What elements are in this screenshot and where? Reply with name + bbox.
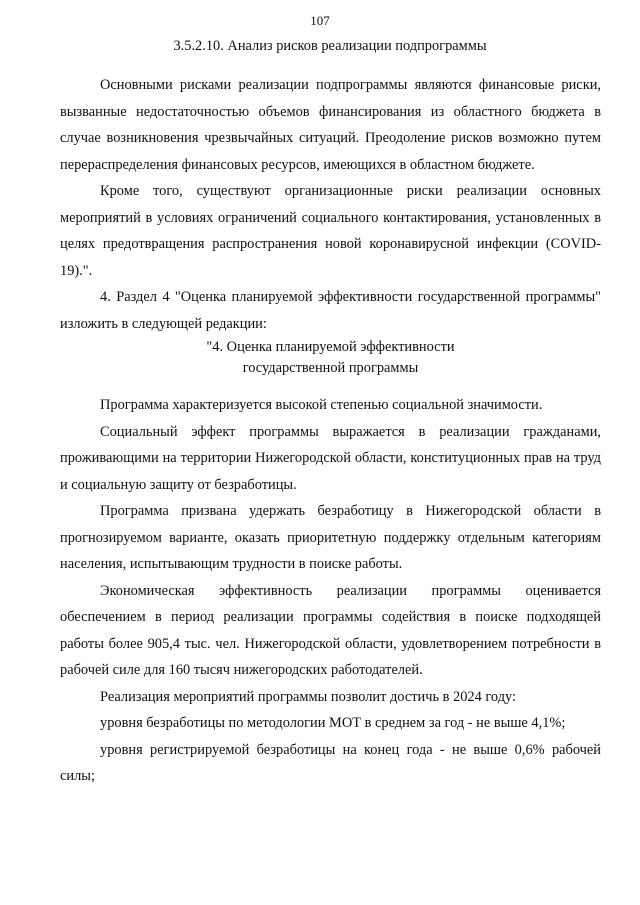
document-body (60, 72, 601, 790)
quoted-section-title-line1: "4. Оценка планируемой эффективности (206, 339, 455, 355)
paragraph: Социальный эффект программы выражается в реализации гражданами, проживающими на территории Нижегородской области, конституционных прав на труд и социальную защиту от безработицы. (60, 423, 601, 493)
paragraph: Экономическая эффективность реализации программы оценивается обеспечением в период реализации программы содействия в поиске подходящей работы более 905,4 тыс. чел. Нижегородской области, удовлетворением потребности в рабочей силе для 160 тысяч нижегородских работодателей. (60, 582, 601, 678)
paragraph: Реализация мероприятий программы позволит достичь в 2024 году: (100, 688, 517, 705)
paragraph: Программа призвана удержать безработицу в Нижегородской области в прогнозируемом варианте, оказать приоритетную поддержку отдельным категориям населения, испытывающим трудности в поиске работы. (60, 503, 601, 572)
quoted-section-title (60, 337, 601, 379)
quoted-section-title-line2: государственной программы (242, 360, 419, 376)
paragraph: Кроме того, существуют организационные риски реализации основных мероприятий в условиях ограничений социального контактирования, установленных в целях предотвращения распространения новой коронавирусной инфекции (COVID-19).". (60, 183, 601, 279)
paragraph: уровня регистрируемой безработицы на конец года - не выше 0,6% рабочей силы; (60, 741, 601, 784)
section-heading: 3.5.2.10. Анализ рисков реализации подпрограммы (173, 38, 487, 54)
page-number: 107 (310, 13, 330, 28)
paragraph: 4. Раздел 4 "Оценка планируемой эффективности государственной программы" изложить в следующей редакции: (60, 289, 601, 332)
paragraph: уровня безработицы по методологии МОТ в среднем за год - не выше 4,1%; (100, 715, 566, 731)
paragraph: Основными рисками реализации подпрограммы являются финансовые риски, вызванные недостаточностью объемов финансирования из областного бюджета в случае возникновения чрезвычайных ситуаций. Преодоление рисков возможно путем перераспределения финансовых ресурсов, имеющихся в областном бюджете. (60, 77, 601, 173)
paragraph: Программа характеризуется высокой степенью социальной значимости. (100, 397, 543, 413)
